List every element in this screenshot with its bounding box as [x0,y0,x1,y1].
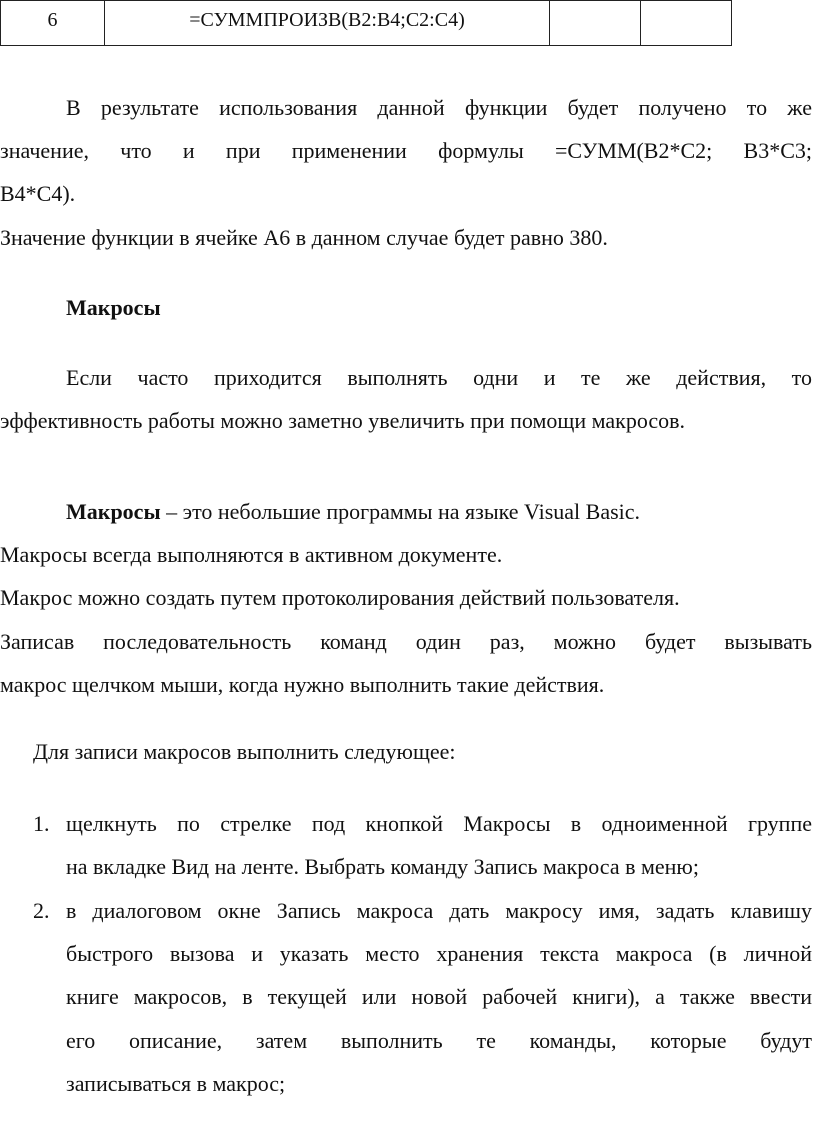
definition-text: – это небольшие программы на языке Visual Basic. [160,499,641,524]
result-paragraph-line: В результате использования данной функции будет получено то же [66,95,812,120]
list-item-number: 2. [33,898,50,923]
list-item-line: книге макросов, в текущей или новой рабочей книги), а также ввести [66,984,812,1009]
formula-table [0,0,732,46]
always-line: Макросы всегда выполняются в активном документе. [0,542,503,567]
empty-cell [641,1,732,46]
list-item-line: быстрого вызова и указать место хранения текста макроса (в личной [66,941,812,966]
section-heading: Макросы [66,295,161,320]
table-row [1,1,732,46]
definition-term: Макросы [66,499,161,524]
create-line: Макрос можно создать путем протоколирования действий пользователя. [0,585,680,610]
value-statement: Значение функции в ячейке А6 в данном случае будет равно 380. [0,225,608,250]
often-paragraph-line: эффективность работы можно заметно увеличить при помощи макросов. [0,408,686,433]
definition-line [66,490,640,534]
row-number-cell: 6 [1,1,105,46]
list-item-line: щелкнуть по стрелке под кнопкой Макросы в одноименной группе [66,811,812,836]
list-item-line: записываться в макрос; [66,1071,286,1096]
result-paragraph-line: значение, что и при применении формулы =СУММ(B2*C2; B3*C3; [0,138,812,163]
list-item-number: 1. [33,811,50,836]
list-item-line: его описание, затем выполнить те команды, которые будут [66,1028,812,1053]
formula-cell: =СУММПРОИЗВ(B2:B4;C2:C4) [105,1,550,46]
record-paragraph-line: макрос щелчком мыши, когда нужно выполнить такие действия. [0,672,605,697]
empty-cell [550,1,641,46]
result-paragraph-line: B4*C4). [0,181,76,206]
list-item-line: в диалоговом окне Запись макроса дать макросу имя, задать клавишу [66,898,812,923]
list-item-line: на вкладке Вид на ленте. Выбрать команду Запись макроса в меню; [66,854,699,879]
record-paragraph-line: Записав последовательность команд один раз, можно будет вызывать [0,629,812,654]
instructions-intro: Для записи макросов выполнить следующее: [33,739,456,764]
often-paragraph-line: Если часто приходится выполнять одни и те же действия, то [66,365,812,390]
